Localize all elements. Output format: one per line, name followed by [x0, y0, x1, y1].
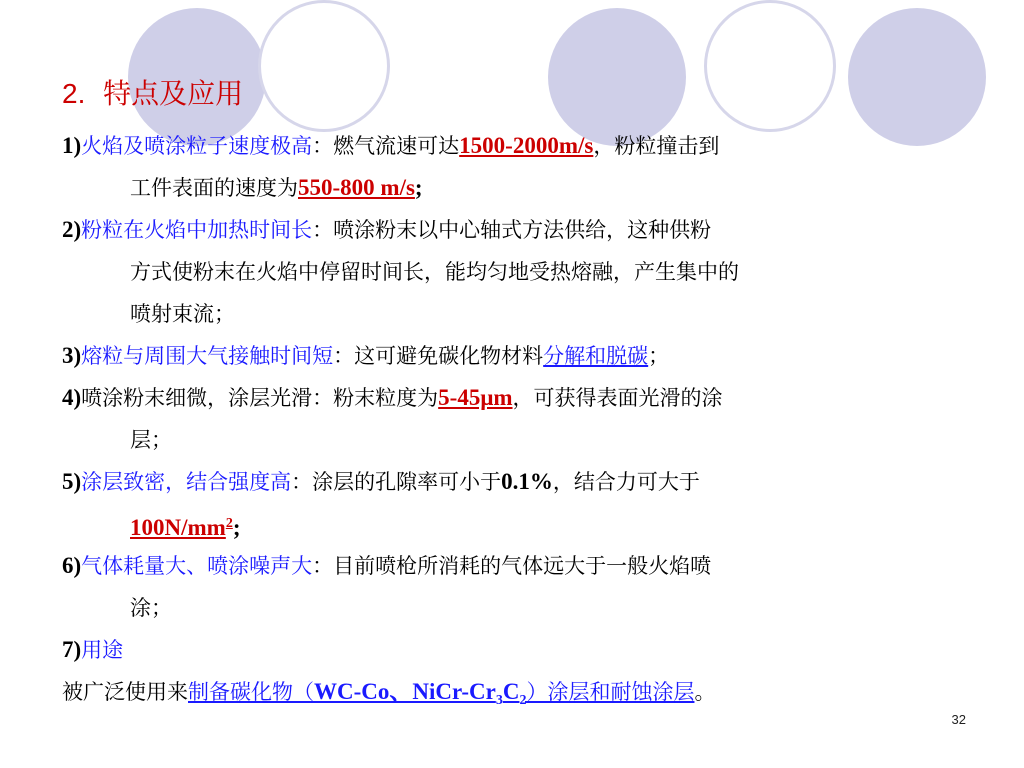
item-6	[62, 545, 962, 587]
item-2	[62, 209, 962, 251]
item-6-text: ：目前喷枪所消耗的气体远大于一般火焰喷	[312, 554, 712, 578]
item-7	[62, 629, 962, 671]
item-5-percent: 0.1%	[501, 469, 553, 494]
item-5-text: ：涂层的孔隙率可小于	[291, 470, 502, 494]
item-1-number: 1)	[62, 133, 82, 158]
usage-link-part-1: 制备碳化物（	[188, 680, 314, 704]
item-2-line-2: 方式使粉末在火焰中停留时间长，能均匀地受热熔融，产生集中的	[130, 260, 739, 284]
item-1-line-2	[130, 167, 970, 209]
usage-link-part-3: C	[502, 679, 520, 704]
usage-sub-1: 3	[495, 693, 503, 709]
item-1-value-2: 550-800 m/s	[298, 175, 415, 200]
item-5-value: 100N/mm	[130, 515, 226, 540]
usage-link-part-2: WC-Co、NiCr-Cr	[314, 679, 496, 704]
usage-link-part-4: ）涂层和耐蚀涂层	[526, 680, 695, 704]
item-3-number: 3)	[62, 343, 82, 368]
item-4-value: 5-45μm	[438, 385, 513, 410]
item-5-line-2	[130, 503, 970, 549]
item-4-rest: ，可获得表面光滑的涂	[512, 386, 723, 410]
item-2-number: 2)	[62, 217, 82, 242]
decor-ring-2	[704, 0, 836, 132]
usage-end: 。	[694, 680, 716, 704]
item-2-text: ：喷涂粉末以中心轴式方法供给，这种供粉	[312, 218, 712, 242]
item-6-number: 6)	[62, 553, 82, 578]
item-1	[62, 125, 962, 167]
item-6-head: 气体耗量大、喷涂噪声大	[81, 554, 313, 578]
usage-line	[62, 671, 962, 722]
item-3-head: 熔粒与周围大气接触时间短	[81, 344, 334, 368]
item-2-line-3: 喷射束流；	[130, 302, 235, 326]
item-1-end: ;	[414, 175, 423, 200]
slide-title	[62, 72, 243, 112]
item-2-head: 粉粒在火焰中加热时间长	[81, 218, 313, 242]
item-5-rest: ，结合力可大于	[552, 470, 700, 494]
title-number: 2.	[62, 78, 86, 109]
page-number: 32	[951, 712, 966, 727]
item-3-end: ；	[648, 344, 670, 368]
item-3-link[interactable]: 分解和脱碳	[543, 344, 649, 368]
usage-link[interactable]	[188, 679, 695, 709]
usage-sub-2: 2	[519, 693, 527, 709]
item-3	[62, 335, 962, 377]
item-4	[62, 377, 962, 419]
item-1-value: 1500-2000m/s	[459, 133, 594, 158]
item-5-number: 5)	[62, 469, 82, 494]
item-4-line-2: 层；	[130, 428, 172, 452]
item-7-head: 用途	[81, 638, 124, 662]
item-6-line-2: 涂；	[130, 596, 172, 620]
item-5-sup: 2	[225, 516, 233, 531]
decor-ring-1	[258, 0, 390, 132]
title-text: 特点及应用	[103, 77, 244, 110]
item-5-head: 涂层致密，结合强度高	[81, 470, 292, 494]
item-1-line2-text: 工件表面的速度为	[130, 176, 298, 200]
item-1-head: 火焰及喷涂粒子速度极高	[81, 134, 313, 158]
item-1-text: ：燃气流速可达	[312, 134, 460, 158]
item-4-text: 喷涂粉末细微，涂层光滑：粉末粒度为	[81, 386, 439, 410]
item-3-text: ：这可避免碳化物材料	[333, 344, 544, 368]
item-5-end: ;	[232, 515, 241, 540]
item-7-number: 7)	[62, 637, 82, 662]
item-4-number: 4)	[62, 385, 82, 410]
item-1-rest: ，粉粒撞击到	[593, 134, 720, 158]
usage-lead: 被广泛使用来	[62, 680, 188, 704]
item-5	[62, 461, 962, 503]
